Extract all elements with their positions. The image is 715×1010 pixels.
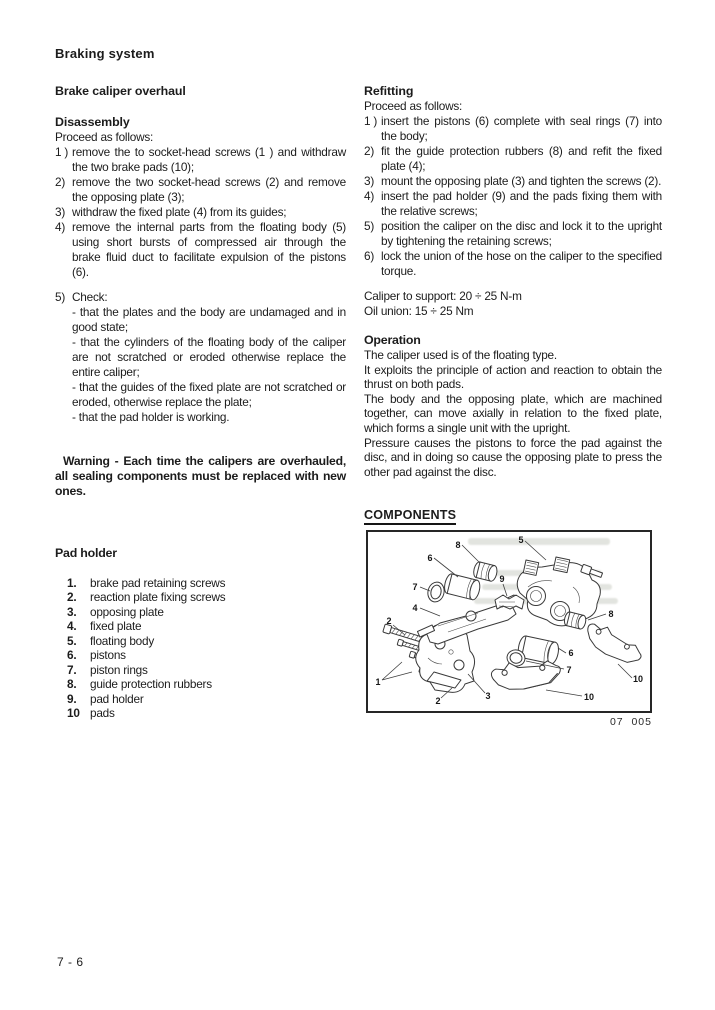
step-number: 3) <box>364 174 375 188</box>
callout-4: 4 <box>412 603 418 613</box>
parts-list-item <box>55 677 346 692</box>
callout-10b: 10 <box>632 674 644 684</box>
disassembly-step <box>55 205 346 220</box>
check-item: - that the pad holder is working. <box>72 410 230 424</box>
part-label: reaction plate fixing screws <box>90 590 226 605</box>
part-number: 8. <box>67 677 77 692</box>
disassembly-step <box>55 145 346 175</box>
parts-list-item <box>55 605 346 620</box>
disassembly-steps <box>55 145 346 425</box>
heading-components: COMPONENTS <box>364 508 456 525</box>
refitting-step <box>364 189 662 219</box>
parts-list-item <box>55 663 346 678</box>
heading-disassembly: Disassembly <box>55 115 130 129</box>
part-number: 9. <box>67 691 77 706</box>
parts-list-item <box>55 634 346 649</box>
part-number: 4. <box>67 619 77 634</box>
floating-body-illustration <box>517 557 603 626</box>
exploded-caliper-diagram <box>368 532 650 711</box>
right-column <box>364 84 662 479</box>
parts-list-item <box>55 576 346 591</box>
operation-paragraph: The body and the opposing plate, which are machined together, can move axially in relation to the fixed plate, which forms a single unit with the upright. <box>364 391 662 435</box>
heading-pad-holder: Pad holder <box>55 545 117 560</box>
refitting-step <box>364 249 662 279</box>
refitting-step <box>364 144 662 174</box>
torque-specs <box>364 289 662 319</box>
parts-list-item <box>55 590 346 605</box>
step-text: remove the internal parts from the floating body (5) using short bursts of compressed air through the brake fluid duct to facilitate expulsion of the pistons (6). <box>72 220 346 279</box>
pad-holder-parts-list <box>55 576 346 721</box>
callout-6b: 6 <box>568 648 574 658</box>
step-number: 4) <box>364 189 375 203</box>
step-text: remove the to socket-head screws (1 ) and withdraw the two brake pads (10); <box>72 145 346 174</box>
step-text: fit the guide protection rubbers (8) and refit the fixed plate (4); <box>381 144 662 173</box>
step-text: Check: <box>72 290 108 304</box>
step-number: 5) <box>55 290 66 304</box>
callout-7b: 7 <box>566 665 572 675</box>
part-label: pad holder <box>90 691 144 706</box>
disassembly-intro: Proceed as follows: <box>55 130 154 144</box>
part-label: fixed plate <box>90 619 142 634</box>
left-column <box>55 84 346 721</box>
refitting-intro: Proceed as follows: <box>364 99 463 113</box>
part-number: 1. <box>67 575 77 590</box>
step-number: 5) <box>364 219 375 233</box>
disassembly-step <box>55 220 346 280</box>
operation-paragraph: Pressure causes the pistons to force the pad against the disc, and in doing so cause the opposing plate to press the other pad against the disc. <box>364 435 662 479</box>
step-text: remove the two socket-head screws (2) and remove the opposing plate (3); <box>72 175 346 204</box>
callout-2b: 2 <box>435 696 441 706</box>
part-number: 3. <box>67 604 77 619</box>
parts-list-item <box>55 619 346 634</box>
part-number: 10 <box>67 706 80 721</box>
step-number: 2) <box>55 175 66 189</box>
disassembly-step <box>55 290 346 305</box>
heading-operation: Operation <box>364 333 421 347</box>
step-number: 3) <box>55 205 66 219</box>
refitting-steps <box>364 114 662 279</box>
parts-list-item <box>55 648 346 663</box>
page-title: Braking system <box>55 46 155 61</box>
callout-5: 5 <box>518 535 524 545</box>
step-number: 1 ) <box>55 145 69 159</box>
part-number: 5. <box>67 633 77 648</box>
step-number: 6) <box>364 249 375 263</box>
check-item: - that the cylinders of the floating body of the caliper are not scratched or eroded otherwise replace the entire caliper; <box>72 335 346 379</box>
operation-paragraph: The caliper used is of the floating type. <box>364 348 557 362</box>
section-title-brake-caliper-overhaul: Brake caliper overhaul <box>55 84 186 98</box>
part-label: piston rings <box>90 662 148 677</box>
step-number: 1 ) <box>364 114 378 128</box>
callout-8b: 8 <box>608 609 614 619</box>
refitting-step <box>364 114 662 144</box>
part-number: 7. <box>67 662 77 677</box>
heading-refitting: Refitting <box>364 84 414 98</box>
parts-list-item <box>55 706 346 721</box>
figure-code: 07 005 <box>609 716 652 728</box>
operation-text <box>364 348 662 479</box>
components-section <box>364 506 656 728</box>
operation-paragraph: It exploits the principle of action and reaction to obtain the thrust on both pads. <box>364 362 662 392</box>
part-label: brake pad retaining screws <box>90 575 226 590</box>
check-item: - that the guides of the fixed plate are not scratched or eroded, otherwise replace the plate; <box>72 380 346 409</box>
callout-7: 7 <box>412 582 418 592</box>
check-item: - that the plates and the body are undamaged and in good state; <box>72 305 346 334</box>
page-number: 7 - 6 <box>57 955 84 969</box>
step-text: insert the pad holder (9) and the pads fixing them with the relative screws; <box>381 189 662 218</box>
part-label: pistons <box>90 648 126 663</box>
step-text: withdraw the fixed plate (4) from its guides; <box>72 205 287 219</box>
step-text: mount the opposing plate (3) and tighten the screws (2). <box>381 174 662 188</box>
part-number: 2. <box>67 590 77 605</box>
part-number: 6. <box>67 648 77 663</box>
callout-9: 9 <box>499 574 505 584</box>
disassembly-step <box>55 175 346 205</box>
part-label: opposing plate <box>90 604 164 619</box>
refitting-step <box>364 219 662 249</box>
callout-10: 10 <box>583 692 595 702</box>
step-text: position the caliper on the disc and lock it to the upright by tightening the retaining screws; <box>381 219 662 248</box>
step-text: insert the pistons (6) complete with seal rings (7) into the body; <box>381 114 662 143</box>
step-text: lock the union of the hose on the caliper to the specified torque. <box>381 249 662 278</box>
components-figure <box>366 530 652 713</box>
callout-6: 6 <box>427 553 433 563</box>
step-number: 2) <box>364 144 375 158</box>
callout-1: 1 <box>375 677 381 687</box>
part-label: guide protection rubbers <box>90 677 212 692</box>
step-number: 4) <box>55 220 66 234</box>
callout-8: 8 <box>455 540 461 550</box>
callout-2: 2 <box>386 616 392 626</box>
warning-note: Warning - Each time the calipers are overhauled, all sealing components must be replaced with new ones. <box>55 454 346 499</box>
torque-spec-caliper: Caliper to support: 20 ÷ 25 N-m <box>364 289 522 303</box>
part-label: pads <box>90 706 115 721</box>
refitting-step <box>364 174 662 189</box>
callout-3: 3 <box>485 691 491 701</box>
part-label: floating body <box>90 633 155 648</box>
parts-list-item <box>55 692 346 707</box>
torque-spec-oil-union: Oil union: 15 ÷ 25 Nm <box>364 304 474 318</box>
